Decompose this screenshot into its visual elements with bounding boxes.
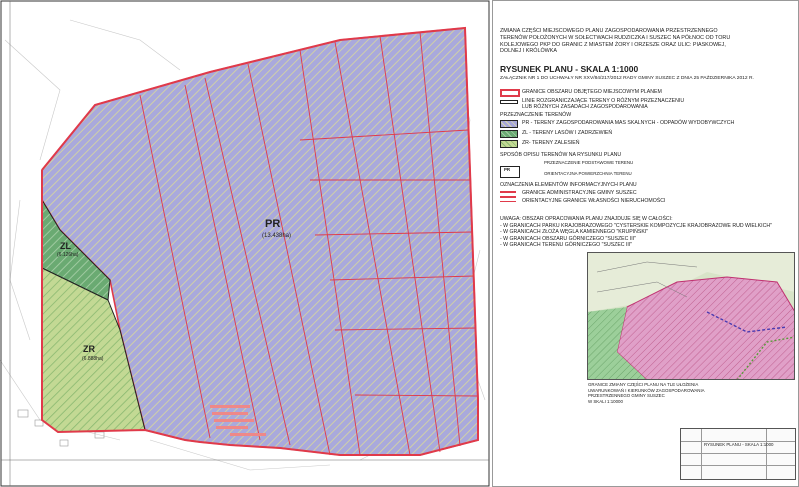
zone-zr-area-label: (6.888ha) [82,356,104,362]
note-line: - W GRANICACH PARKU KRAJOBRAZOWEGO "CYSTERSKIE KOMPOZYCJE KRAJOBRAZOWE RUD WIELKICH" [500,222,772,229]
purpose-heading: PRZEZNACZENIE TERENÓW [500,112,572,118]
pr-swatch [500,120,518,128]
legend-ownership: ORIENTACYJNE GRANICE WŁASNOŚCI NIERUCHOMOŚCI [522,198,666,204]
note-line: - W GRANICACH OBSZARU GÓRNICZEGO "SUSZEC III" [500,235,636,242]
legend-dividing-1: LINIE ROZGRANICZAJĄCE TERENY O RÓŻNYM PRZEZNACZENIU [522,98,685,104]
zone-zl-label: ZL [60,241,71,251]
title-block [680,428,796,480]
plan-title: RYSUNEK PLANU - SKALA 1:1000 [500,64,639,74]
inset-caption [588,382,738,404]
legend-pr: PR - TERENY ZAGOSPODAROWANIA MAS SKALNYCH - ODPADÓW WYDOBYWCZYCH [522,120,735,126]
inset-caption-line: PRZESTRZENNEGO GMINY SUSZEC [588,393,665,398]
zone-pr-label: PR [265,218,281,230]
inset-map [587,252,795,380]
zone-zl-area-label: (6.126ha) [57,252,79,258]
boundary-swatch [500,89,520,97]
area-sub: ORIENTACYJNA POWIERZCHNIA TERENU [544,171,632,176]
note-line: - W GRANICACH TERENU GÓRNICZEGO "SUSZEC III" [500,242,633,248]
plan-intro [500,28,796,55]
inset-caption-line: UWARUNKOWAŃ I KIERUNKÓW ZAGOSPODAROWANIA [588,387,705,393]
zone-pr-area-label: (13.438ha) [262,233,292,239]
note-line: - W GRANICACH ZŁOŻA WĘGLA KAMIENNEGO "KRUPIŃSKI" [500,229,649,235]
legend-panel [492,0,799,487]
zr-swatch [500,140,518,148]
inset-caption-line: GRANICE ZMIANY CZĘŚCI PLANU NA TLE UŁOŻENIA [588,382,699,387]
stamp-title: RYSUNEK PLANU - SKALA 1:1000 [704,442,774,447]
intro-line: KOLEJOWEGO PKP DO GRANIC Z MIASTEM ŻORY I ORZESZE ORAZ ULIC: PIASKOWEJ, [500,41,726,48]
notes [500,216,796,249]
sample-code: PR [504,167,511,172]
legend-zr: ZR- TERENY ZALESIEŃ [522,140,580,146]
legend-admin-border: GRANICE ADMINISTRACYJNE GMINY SUSZEC [522,190,637,196]
attachment-note: ZAŁĄCZNIK NR 1 DO UCHWAŁY NR XXV/84/217/2012 RADY GMINY SUSZEC Z DNIA 25 PAŹDZIERNIKA 2012 R. [500,76,754,81]
intro-line: TERENÓW POŁOŻONYCH W SOŁECTWACH RUDZICZKA I SUSZEC NA PÓŁNOC OD TORU [500,34,731,41]
zl-swatch [500,130,518,138]
admin-border-swatch [500,191,516,198]
info-heading: OZNACZENIA ELEMENTÓW INFORMACYJNYCH PLANU [500,182,637,188]
legend-dividing-2: LUB RÓŻNYCH ZASADACH ZAGOSPODAROWANIA [522,104,648,110]
legend-boundary: GRANICE OBSZARU OBJĘTEGO MIEJSCOWYM PLANEM [522,89,662,95]
ownership-swatch [500,201,516,202]
intro-line: ZMIANA CZĘŚCI MIEJSCOWEGO PLANU ZAGOSPODAROWANIA PRZESTRZENNEGO [500,28,718,34]
zone-zr-label: ZR [83,344,95,354]
dividing-line-swatch [500,100,518,104]
inset-caption-line: W SKALI 1:10000 [588,398,623,404]
note-line: UWAGA: OBSZAR OPRACOWANIA PLANU ZNAJDUJE SIĘ W CAŁOŚCI: [500,216,673,222]
method-heading: SPOSÓB OPISU TERENÓW NA RYSUNKU PLANU [500,152,622,158]
intro-line: DOLNEJ I KRÓLÓWKA [500,48,557,55]
purpose-sub: PRZEZNACZENIE PODSTAWOWE TERENU [544,160,634,165]
legend-zl: ZL - TERENY LASÓW I ZADRZEWIEŃ [522,130,613,136]
